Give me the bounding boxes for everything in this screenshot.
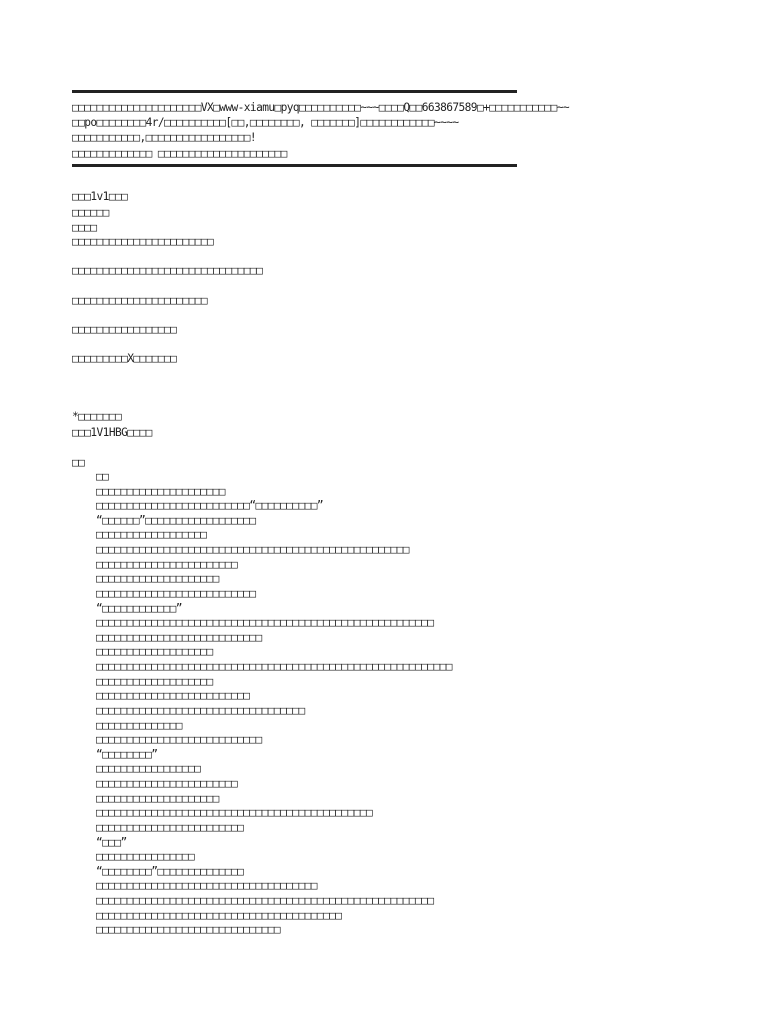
body-paragraph-line: □□□□□□□□□□□□□□□□□□□□□□□□□□□□□□□□□□□□ xyxy=(96,879,317,893)
intro-line: □□□□□□ xyxy=(72,206,109,219)
intro-line: □□□□□□□□□□□□□□□□□□□□□□ xyxy=(72,294,207,307)
body-paragraph-line: □□□□□□□□□□□□□□□□□□□□□□□□□□□□□□□□□□□□□□□□□□□□□ xyxy=(96,806,373,820)
body-paragraph-line: □□□□□□□□□□□□□□□□□□□□□□□□□□□□□□□□□□□□□□□□ xyxy=(96,908,342,922)
body-paragraph-line: □□□□□□□□□□□□□□□□□□□□□□□ xyxy=(96,777,238,791)
header-line-3: □□□□□□□□□□□,□□□□□□□□□□□□□□□□□! xyxy=(72,131,257,144)
intro-line: □□□□□□□□□□□□□□□□□□□□□□□□□□□□□□□ xyxy=(72,264,263,277)
body-paragraph-line: □□ xyxy=(96,470,109,483)
body-paragraph-line: □□□□□□□□□□□□□□□□□□□ xyxy=(96,674,213,688)
body-paragraph-line: □□□□□□□□□□□□□□□□□□□□□□□□□ xyxy=(96,689,250,703)
body-paragraph-line: “□□□□□□□□” xyxy=(96,747,158,761)
body-paragraph-line: “□□□□□□□□□□□□” xyxy=(96,601,182,615)
body-paragraph-line: □□□□□□□□□□□□□□□□□□□□□□□□ xyxy=(96,820,244,834)
body-paragraph-line: “□□□□□□”□□□□□□□□□□□□□□□□□□ xyxy=(96,513,256,527)
chapter-heading: □□ xyxy=(72,456,85,469)
body-paragraph-line: □□□□□□□□□□□□□□□□□ xyxy=(96,762,201,776)
body-paragraph-line: □□□□□□□□□□□□□□□□□□□□ xyxy=(96,791,219,805)
body-paragraph-line: □□□□□□□□□□□□□□□□□□□□□□□□□□ xyxy=(96,586,256,600)
body-paragraph-line: □□□□□□□□□□□□□□□□□□□□ xyxy=(96,572,219,586)
intro-line: □□□□□□□□□□□□□□□□□□□□□□□ xyxy=(72,235,214,248)
top-rule xyxy=(72,90,517,93)
body-paragraph-line: □□□□□□□□□□□□□□□□□□□□□□□□□□□□□□ xyxy=(96,923,281,937)
chapter-title: □□□1V1HBG□□□□ xyxy=(72,426,152,439)
intro-line: □□□□□□□□□□□□□□□□□ xyxy=(72,323,177,336)
intro-line: □□□□□□□□□X□□□□□□□ xyxy=(72,352,177,365)
header-line-2: □□po□□□□□□□□4r/□□□□□□□□□□[□□,□□□□□□□□, □□□□□□□]□□□□□□□□□□□□~~~~ xyxy=(72,116,459,129)
body-paragraph-line: □□□□□□□□□□□□□□□□□□□□□□□□□□□□□□□□□□□□□□□□□□□□□□□□□□□□□□□ xyxy=(96,616,434,630)
body-paragraph-line: □□□□□□□□□□□□□□□□□□□□□□□□□□□□□□□□□□ xyxy=(96,703,305,717)
body-paragraph-line: □□□□□□□□□□□□□□□□□□□□□□□□□□□ xyxy=(96,630,262,644)
body-paragraph-line: □□□□□□□□□□□□□□□□□□□□□□□□□“□□□□□□□□□□” xyxy=(96,499,324,513)
intro-line: □□□□ xyxy=(72,221,97,234)
body-paragraph-line: □□□□□□□□□□□□□□□□□□ xyxy=(96,528,207,542)
body-paragraph-line: □□□□□□□□□□□□□□□□□□□□□□□ xyxy=(96,557,238,571)
body-paragraph-line: □□□□□□□□□□□□□□□□□□□□□ xyxy=(96,484,225,498)
body-paragraph-line: □□□□□□□□□□□□□□□□□□□ xyxy=(96,645,213,659)
header-bottom-rule xyxy=(72,164,517,167)
header-line-4: □□□□□□□□□□□□□ □□□□□□□□□□□□□□□□□□□□□ xyxy=(72,147,287,160)
body-paragraph-line: □□□□□□□□□□□□□□ xyxy=(96,718,182,732)
body-paragraph-line: □□□□□□□□□□□□□□□□□□□□□□□□□□□□□□□□□□□□□□□□□□□□□□□□□□□ xyxy=(96,543,409,557)
body-paragraph-line: □□□□□□□□□□□□□□□□ xyxy=(96,850,195,864)
chapter-star-line: *□□□□□□□ xyxy=(72,410,122,423)
body-paragraph-line: “□□□□□□□□”□□□□□□□□□□□□□□ xyxy=(96,864,244,878)
intro-line: □□□1v1□□□ xyxy=(72,190,128,203)
body-paragraph-line: □□□□□□□□□□□□□□□□□□□□□□□□□□□□□□□□□□□□□□□□□□□□□□□□□□□□□□□□□□ xyxy=(96,660,452,674)
header-line-1: □□□□□□□□□□□□□□□□□□□□□VX□www-xiamu□pyq□□□□□□□□□□~~~□□□□Q□□663867589□+□□□□□□□□□□□~~ xyxy=(72,101,569,114)
body-paragraph-line: □□□□□□□□□□□□□□□□□□□□□□□□□□□ xyxy=(96,733,262,747)
body-paragraph-line: □□□□□□□□□□□□□□□□□□□□□□□□□□□□□□□□□□□□□□□□□□□□□□□□□□□□□□□ xyxy=(96,893,434,907)
body-paragraph-line: “□□□” xyxy=(96,835,127,849)
